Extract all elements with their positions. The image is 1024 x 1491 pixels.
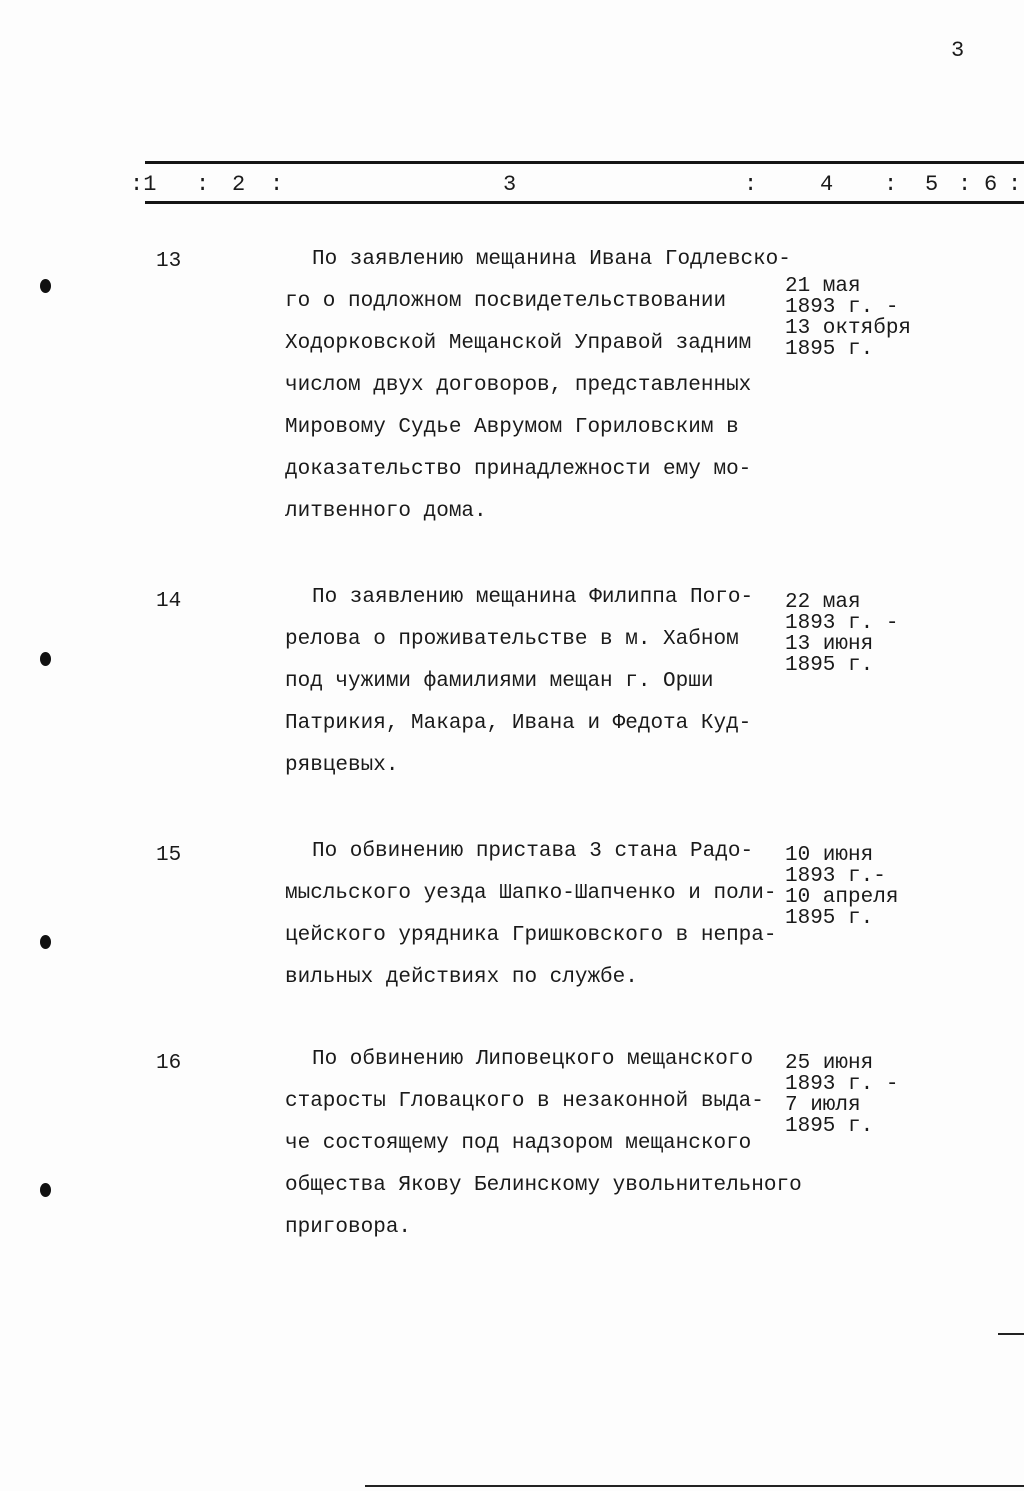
- text-line: Мировому Судье Аврумом Гориловским в: [285, 416, 739, 439]
- date-line: 1893 г. -: [785, 612, 899, 635]
- entry-dates: [785, 592, 898, 676]
- page-number: 3: [951, 38, 965, 63]
- date-line: 1893 г.-: [785, 865, 886, 888]
- text-line: По обвинению Липовецкого мещанского: [312, 1048, 754, 1071]
- entry-number: 15: [156, 844, 182, 867]
- header-col-3: 3: [503, 172, 517, 197]
- date-line: 21 мая: [785, 275, 861, 298]
- text-line: числом двух договоров, представленных: [285, 374, 752, 397]
- header-sep: :: [1008, 172, 1022, 197]
- text-line: Ходорковской Мещанской Управой задним: [285, 332, 752, 355]
- entry-text: [285, 831, 805, 999]
- entry-dates: [785, 276, 911, 360]
- text-line: старосты Гловацкого в незаконной выда-: [285, 1090, 764, 1113]
- header-bottom-rule: [145, 201, 1024, 204]
- entry-number: 13: [156, 250, 182, 273]
- text-line: вильных действиях по службе.: [285, 966, 638, 989]
- header-sep: :: [958, 172, 972, 197]
- text-line: По заявлению мещанина Филиппа Пого-: [312, 586, 754, 609]
- entry-number: 16: [156, 1052, 182, 1075]
- text-line: релова о проживательстве в м. Хабном: [285, 628, 739, 651]
- bottom-rule: [365, 1485, 1024, 1487]
- header-sep: :: [884, 172, 898, 197]
- text-line: рявцевых.: [285, 754, 399, 777]
- date-line: 1895 г.: [785, 654, 874, 677]
- date-line: 1893 г. -: [785, 296, 899, 319]
- punch-hole: [40, 1183, 51, 1197]
- text-line: общества Якову Белинскому увольнительного: [285, 1174, 802, 1197]
- entry-dates: [785, 1053, 898, 1137]
- header-col-5: 5: [925, 172, 939, 197]
- header-top-rule: [145, 161, 1024, 164]
- text-line: приговора.: [285, 1216, 412, 1239]
- header-sep: :: [270, 172, 284, 197]
- header-col-6: 6: [984, 172, 998, 197]
- header-sep: :: [196, 172, 210, 197]
- punch-hole: [40, 279, 51, 293]
- text-line: По обвинению пристава 3 стана Радо-: [312, 840, 754, 863]
- date-line: 13 июня: [785, 633, 874, 656]
- entry-text: [285, 239, 805, 533]
- date-line: 1893 г. -: [785, 1073, 899, 1096]
- text-line: мысльского уезда Шапко-Шапченко и поли-: [285, 882, 777, 905]
- date-line: 25 июня: [785, 1052, 874, 1075]
- entry-number: 14: [156, 590, 182, 613]
- date-line: 13 октября: [785, 317, 912, 340]
- header-col-4: 4: [820, 172, 834, 197]
- date-line: 7 июля: [785, 1094, 861, 1117]
- margin-mark: [998, 1333, 1024, 1335]
- text-line: под чужими фамилиями мещан г. Орши: [285, 670, 714, 693]
- text-line: литвенного дома.: [285, 500, 487, 523]
- date-line: 10 июня: [785, 844, 874, 867]
- entry-dates: [785, 845, 898, 929]
- header-sep: :1: [130, 172, 157, 197]
- punch-hole: [40, 652, 51, 666]
- text-line: го о подложном посвидетельствовании: [285, 290, 727, 313]
- entry-text: [285, 577, 805, 787]
- text-line: доказательство принадлежности ему мо-: [285, 458, 752, 481]
- date-line: 1895 г.: [785, 338, 874, 361]
- punch-hole: [40, 935, 51, 949]
- date-line: 22 мая: [785, 591, 861, 614]
- text-line: цейского урядника Гришковского в непра-: [285, 924, 777, 947]
- text-line: Патрикия, Макара, Ивана и Федота Куд-: [285, 712, 752, 735]
- header-col-2: 2: [232, 172, 246, 197]
- entry-text: [285, 1039, 805, 1249]
- header-sep: :: [744, 172, 758, 197]
- text-line: че состоящему под надзором мещанского: [285, 1132, 752, 1155]
- date-line: 1895 г.: [785, 1115, 874, 1138]
- text-line: По заявлению мещанина Ивана Годлевско-: [312, 248, 791, 271]
- date-line: 10 апреля: [785, 886, 899, 909]
- date-line: 1895 г.: [785, 907, 874, 930]
